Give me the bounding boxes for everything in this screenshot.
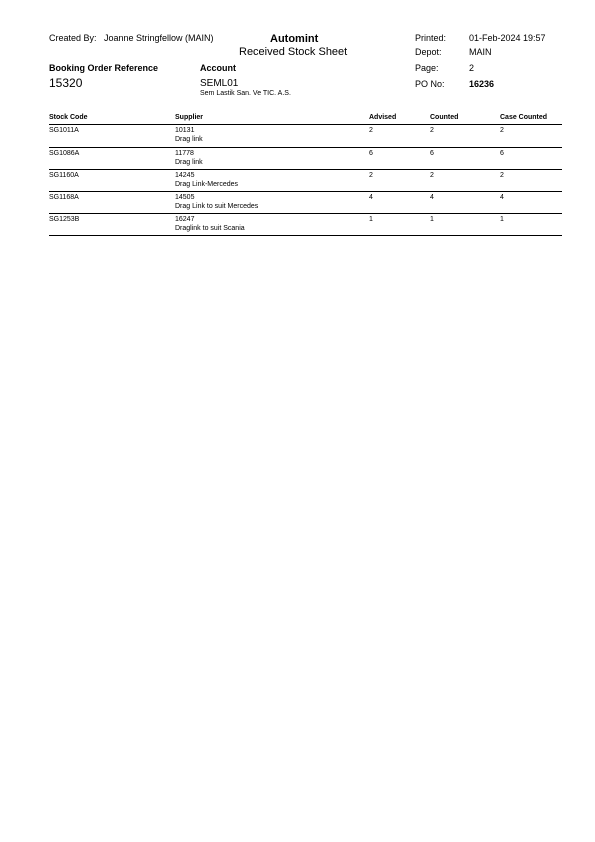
row-divider [49,191,562,192]
description: Drag Link-Mercedes [175,181,239,188]
booking-ref-label: Booking Order Reference [49,63,159,73]
depot-value: MAIN [469,47,492,57]
account-name: Sem Lastik San. Ve TIC. A.S. [200,90,291,97]
supplier-code: 11778 [175,150,194,157]
stock-code: SG1160A [49,172,79,179]
account-label: Account [200,63,236,73]
counted: 4 [430,194,434,201]
stock-code: SG1253B [49,216,80,223]
case-counted: 1 [500,216,504,223]
stock-code: SG1011A [49,127,79,134]
sheet-title: Received Stock Sheet [239,46,348,58]
case-counted: 2 [500,127,504,134]
supplier-code: 16247 [175,216,195,223]
col-case-counted: Case Counted [500,114,548,121]
stock-code: SG1086A [49,150,80,157]
row-divider [49,169,562,170]
account-code: SEML01 [200,78,239,89]
description: Drag Link to suit Mercedes [175,203,259,210]
counted: 6 [430,150,434,157]
supplier-code: 14245 [175,172,195,179]
company-name: Automint [270,33,319,45]
po-label: PO No: [415,79,445,89]
advised: 1 [369,216,373,223]
case-counted: 4 [500,194,504,201]
page-label: Page: [415,63,439,73]
case-counted: 6 [500,150,504,157]
description: Drag link [175,136,203,143]
row-divider [49,147,562,148]
booking-ref-value: 15320 [49,76,83,90]
po-value: 16236 [469,79,495,89]
page-value: 2 [469,63,475,73]
advised: 4 [369,194,373,201]
stock-code: SG1168A [49,194,79,201]
col-supplier: Supplier [175,114,204,121]
printed-label: Printed: [415,33,447,43]
row-divider [49,235,562,236]
supplier-code: 10131 [175,127,195,134]
row-divider [49,213,562,214]
header-divider [49,124,562,125]
advised: 2 [369,127,373,134]
counted: 2 [430,172,434,179]
counted: 2 [430,127,434,134]
advised: 6 [369,150,373,157]
description: Draglink to suit Scania [175,225,245,232]
advised: 2 [369,172,373,179]
table-header [49,114,562,124]
created-by-label: Created By: [49,33,97,43]
printed-value: 01-Feb-2024 19:57 [469,33,546,43]
supplier-code: 14505 [175,194,195,201]
col-stock-code: Stock Code [49,114,88,121]
col-counted: Counted [430,114,459,121]
depot-label: Depot: [415,47,442,57]
counted: 1 [430,216,434,223]
case-counted: 2 [500,172,504,179]
table-row [49,127,562,149]
created-by-value: Joanne Stringfellow (MAIN) [104,33,214,43]
description: Drag link [175,159,203,166]
col-advised: Advised [369,114,397,121]
